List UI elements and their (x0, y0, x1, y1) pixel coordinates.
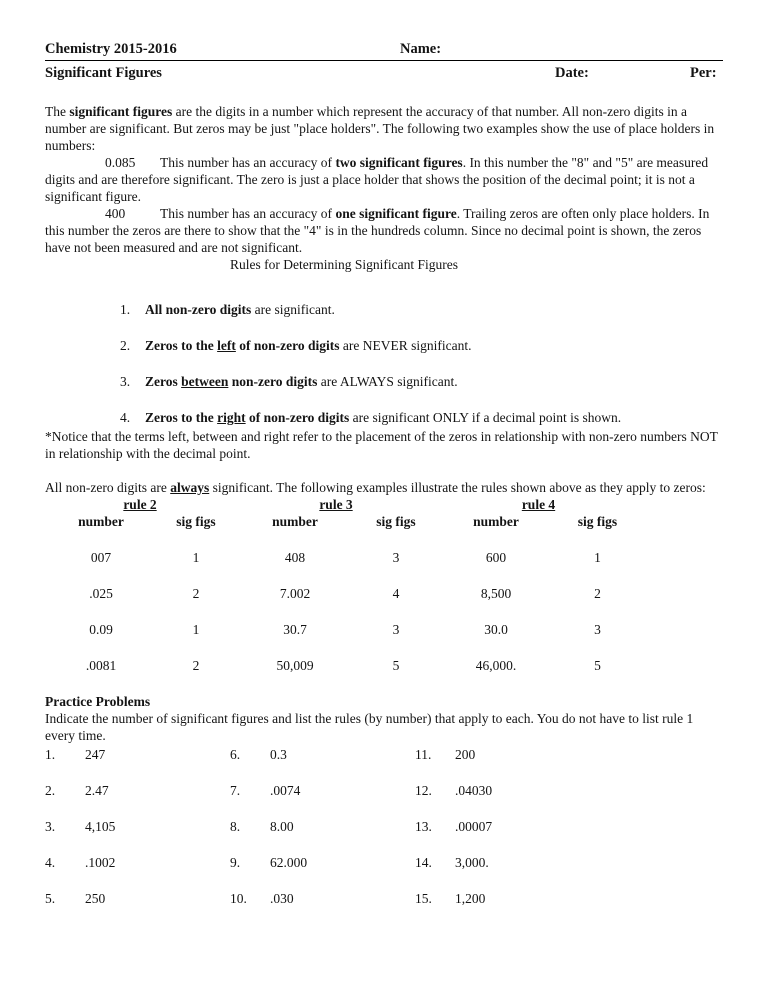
rule-number: 2. (120, 338, 131, 353)
name-label: Name: (400, 41, 442, 57)
problem-number: 6. (230, 747, 241, 762)
problem-number: 10. (230, 891, 247, 906)
table-cell: 3 (392, 622, 400, 637)
problem-value: 8.00 (270, 819, 294, 834)
rules-heading: Rules for Determining Significant Figures (230, 257, 458, 272)
rule-underlined-word: between (181, 374, 229, 389)
date-label: Date: (555, 65, 589, 81)
example-bold-phrase: one significant figure (335, 206, 457, 221)
problem-value: 1,200 (455, 891, 486, 906)
example-value: 0.085 (105, 155, 136, 170)
table-cell: 30.7 (283, 622, 307, 637)
rule-rest: are NEVER significant. (339, 338, 472, 353)
rule-rest: are ALWAYS significant. (317, 374, 458, 389)
examples-intro-post: significant. The following examples illustrate the rules shown above as they apply to zeros: (209, 480, 706, 495)
examples-intro-emphasis: always (170, 480, 210, 495)
problem-number: 9. (230, 855, 241, 870)
table-cell: 7.002 (279, 586, 311, 601)
problem-number: 3. (45, 819, 56, 834)
problem-number: 5. (45, 891, 56, 906)
table-cell: .025 (89, 586, 113, 601)
column-header: sig figs (176, 514, 216, 529)
rule-number: 4. (120, 410, 131, 425)
problem-number: 4. (45, 855, 56, 870)
problem-value: 250 (85, 891, 106, 906)
table-cell: 1 (192, 622, 200, 637)
column-header: sig figs (376, 514, 416, 529)
problem-value: 62.000 (270, 855, 308, 870)
table-cell: 1 (192, 550, 200, 565)
problem-value: .1002 (85, 855, 116, 870)
rule-item-2 (85, 337, 723, 354)
rule-bold-pre: Zeros to the (145, 410, 218, 425)
table-cell: 30.0 (484, 622, 508, 637)
example-text-post: . Trailing zeros are often only place holders. In this number the zeros are there to show that the "4" is in the hundreds column. Since no decimal point is shown, the zeros have not been measured and are not significant. (45, 206, 710, 255)
problem-value: 3,000. (455, 855, 489, 870)
table-cell: 2 (594, 586, 601, 601)
table-cell: 46,000. (475, 658, 517, 673)
intro-text-post: are the digits in a number which represent the accuracy of that number. All non-zero digits in a number are significant. But zeros may be just "place holders". The following two examples show the use of place holders in numbers: (45, 104, 715, 153)
table-row (45, 657, 723, 674)
column-header: number (272, 514, 318, 529)
problem-number: 13. (415, 819, 432, 834)
practice-instructions: Indicate the number of significant figures and list the rules (by number) that apply to each. You do not have to list rule 1 every time. (45, 711, 694, 743)
table-row (45, 549, 723, 566)
header-row-title (45, 64, 723, 83)
problem-number: 7. (230, 783, 241, 798)
problem-value: .00007 (455, 819, 493, 834)
rule-header-cell (437, 496, 640, 513)
rule-bold-pre: Zeros to the (145, 338, 218, 353)
rule-number: 3. (120, 374, 131, 389)
per-label: Per: (690, 65, 717, 81)
table-cell: 007 (90, 550, 112, 565)
problem-number: 15. (415, 891, 432, 906)
problem-number: 14. (415, 855, 432, 870)
table-cell: 600 (485, 550, 507, 565)
problem-number: 8. (230, 819, 241, 834)
table-cell: 2 (192, 586, 200, 601)
problem-value: 2.47 (85, 783, 109, 798)
rule-rest: are significant. (251, 302, 335, 317)
rule-header-row (45, 496, 723, 513)
rule-underlined-word: right (217, 410, 246, 425)
rule-bold-post: of non-zero digits (235, 338, 340, 353)
rule-item-1 (85, 301, 723, 318)
rule-bold-pre: Zeros (145, 374, 182, 389)
rule-header-cell (235, 496, 437, 513)
table-cell: 4 (392, 586, 400, 601)
rule-header-label: rule 3 (319, 497, 353, 512)
problem-value: 200 (455, 747, 476, 762)
examples-table (45, 496, 723, 674)
problem-value: 4,105 (85, 819, 116, 834)
table-cell: 8,500 (480, 586, 512, 601)
examples-intro-paragraph (45, 479, 723, 496)
table-cell: 2 (192, 658, 200, 673)
header-row-course (45, 40, 723, 61)
course-title: Chemistry 2015-2016 (45, 41, 177, 57)
table-cell: 3 (392, 550, 400, 565)
table-cell: 50,009 (276, 658, 314, 673)
column-header: number (473, 514, 519, 529)
practice-problems-heading: Practice Problems (45, 694, 151, 709)
example-bold-phrase: two significant figures (335, 155, 463, 170)
problem-value: .04030 (455, 783, 493, 798)
intro-paragraph (45, 103, 723, 154)
problem-number: 11. (415, 747, 432, 762)
rule-item-4 (85, 409, 723, 426)
column-header: number (78, 514, 124, 529)
table-cell: 3 (594, 622, 601, 637)
rule-underlined-word: left (217, 338, 236, 353)
intro-bold-term: significant figures (69, 104, 173, 119)
rule-header-cell (45, 496, 235, 513)
table-cell: 0.09 (89, 622, 113, 637)
example-text-post: . In this number the "8" and "5" are measured digits and are therefore significant. The zero is just a place holder that shows the position of the decimal point; it is not a significant figure. (45, 155, 709, 204)
table-row (45, 621, 723, 638)
example-paragraph-0085 (45, 154, 723, 205)
example-paragraph-400 (45, 205, 723, 256)
table-cell: 5 (392, 658, 400, 673)
problem-value: .0074 (270, 783, 301, 798)
table-row (45, 585, 723, 602)
examples-intro-pre: All non-zero digits are (45, 480, 171, 495)
rule-bold-post: non-zero digits (228, 374, 318, 389)
column-header: sig figs (577, 514, 618, 529)
problem-number: 1. (45, 747, 56, 762)
rule-number: 1. (120, 302, 131, 317)
rule-bold-pre: All non-zero digits (145, 302, 252, 317)
rules-list (45, 301, 723, 426)
intro-text-pre: The (45, 104, 70, 119)
problem-value: .030 (270, 891, 294, 906)
example-text-pre: This number has an accuracy of (160, 155, 336, 170)
problem-number: 12. (415, 783, 432, 798)
table-cell: .0081 (85, 658, 117, 673)
rule-header-label: rule 2 (123, 497, 157, 512)
problem-value: 0.3 (270, 747, 287, 762)
notice-paragraph: *Notice that the terms left, between and right refer to the placement of the zeros in relationship with non-zero numbers NOT in relationship with the decimal point. (45, 429, 718, 461)
column-header-row (45, 513, 723, 530)
rule-bold-post: of non-zero digits (245, 410, 350, 425)
rule-item-3 (85, 373, 723, 390)
problem-number: 2. (45, 783, 56, 798)
table-cell: 5 (594, 658, 601, 673)
table-cell: 1 (594, 550, 601, 565)
rule-header-label: rule 4 (521, 497, 556, 512)
rule-rest: are significant ONLY if a decimal point is shown. (349, 410, 622, 425)
problem-value: 247 (85, 747, 106, 762)
page-title: Significant Figures (45, 65, 162, 81)
example-value: 400 (105, 206, 126, 221)
table-cell: 408 (284, 550, 306, 565)
example-text-pre: This number has an accuracy of (160, 206, 336, 221)
practice-problems-grid (45, 746, 723, 907)
